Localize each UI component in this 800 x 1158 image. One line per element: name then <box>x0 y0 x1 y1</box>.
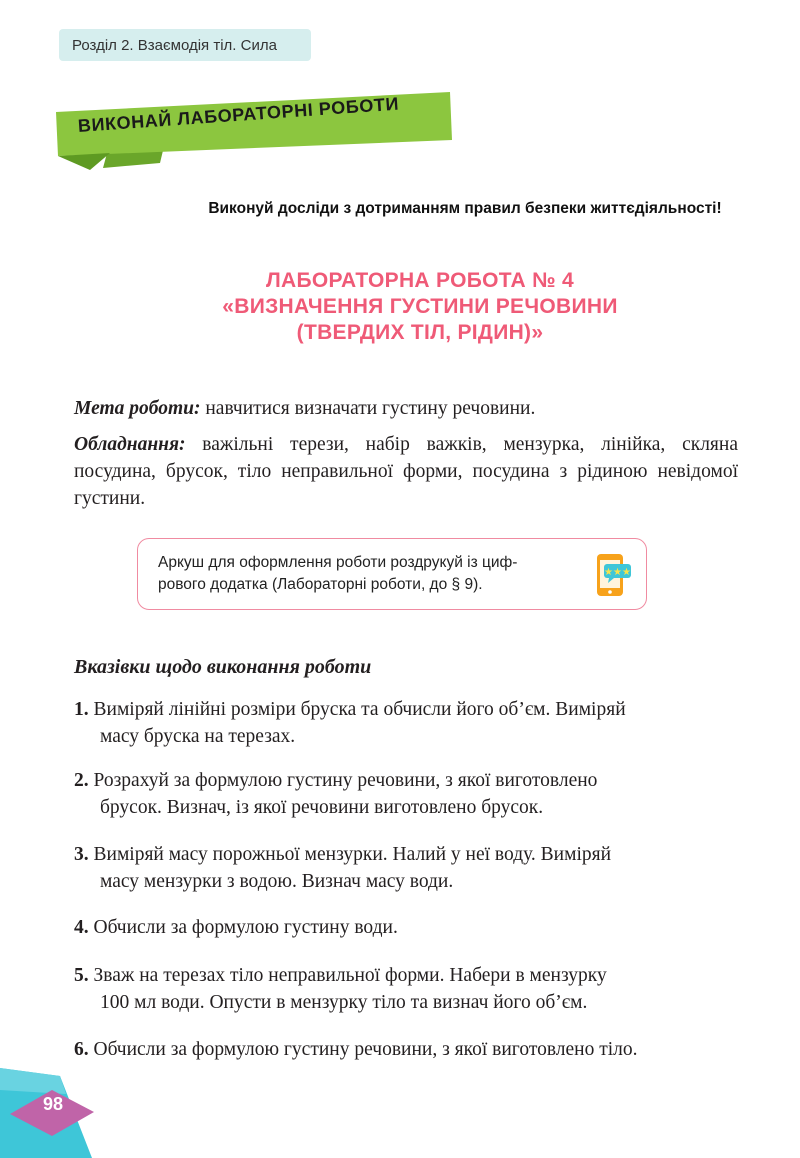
digital-supplement-note <box>137 538 647 610</box>
section-label: Розділ 2. Взаємодія тіл. Сила <box>59 29 311 61</box>
step-line: брусок. Визнач, із якої речовини виготовлено брусок. <box>100 797 544 818</box>
goal-paragraph <box>74 395 738 422</box>
step-line: масу бруска на терезах. <box>100 726 296 747</box>
goal-text: навчитися визначати густину речовини. <box>200 398 536 419</box>
instruction-step <box>74 696 742 750</box>
step-number: 3. <box>74 844 89 865</box>
step-text: Обчисли за формулою густину речовини, з якої виготовлено тіло. <box>88 1039 638 1060</box>
equipment-text: важільні терези, набір важків, мензурка, лінійка, скляна посудина, брусок, тіло неправильної форми, посудина з рідиною невідомої густини. <box>74 434 738 509</box>
instruction-step <box>74 914 742 941</box>
page-number: 98 <box>42 1094 64 1114</box>
note-line: Аркуш для оформлення роботи роздрукуй із циф- <box>158 554 518 571</box>
step-text: Обчисли за формулою густину води. <box>88 917 398 938</box>
safety-note: Виконуй досліди з дотриманням правил безпеки життєдіяльності! <box>208 200 722 217</box>
step-line <box>74 914 742 941</box>
step-number: 5. <box>74 965 89 986</box>
lab-title-line: «ВИЗНАЧЕННЯ ГУСТИНИ РЕЧОВИНИ <box>222 295 618 318</box>
instructions-heading: Вказівки щодо виконання роботи <box>74 656 372 678</box>
step-line <box>74 696 742 723</box>
instruction-step <box>74 962 742 1016</box>
step-line <box>74 1036 742 1063</box>
step-number: 2. <box>74 770 89 791</box>
step-line <box>74 841 742 868</box>
goal-label: Мета роботи: <box>74 398 201 419</box>
step-line <box>74 962 742 989</box>
instruction-step <box>74 1036 742 1063</box>
lab-title-line: (ТВЕРДИХ ТІЛ, РІДИН)» <box>296 321 544 344</box>
step-line <box>74 767 742 794</box>
step-number: 6. <box>74 1039 89 1060</box>
svg-text:★★★: ★★★ <box>604 567 631 578</box>
instruction-step <box>74 767 742 821</box>
smartphone-chat-icon <box>593 552 633 598</box>
equipment-label: Обладнання: <box>74 434 186 455</box>
step-text: Виміряй лінійні розміри бруска та обчисли його об’єм. Виміряй <box>88 699 626 720</box>
instruction-step <box>74 841 742 895</box>
banner-title: ВИКОНАЙ ЛАБОРАТОРНІ РОБОТИ <box>77 93 400 136</box>
step-line: масу мензурки з водою. Визнач масу води. <box>100 871 454 892</box>
note-text <box>158 552 578 596</box>
step-text: Виміряй масу порожньої мензурки. Налий у неї воду. Виміряй <box>88 844 612 865</box>
step-number: 4. <box>74 917 89 938</box>
lab-title <box>120 268 720 346</box>
step-text: Розрахуй за формулою густину речовини, з якої виготовлено <box>88 770 598 791</box>
note-line: рового додатка (Лабораторні роботи, до § 9). <box>158 576 483 593</box>
step-number: 1. <box>74 699 89 720</box>
lab-title-line: ЛАБОРАТОРНА РОБОТА № 4 <box>266 269 574 292</box>
lab-works-banner <box>48 90 468 180</box>
step-line: 100 мл води. Опусти в мензурку тіло та визнач його об’єм. <box>100 992 588 1013</box>
step-text: Зваж на терезах тіло неправильної форми. Набери в мензурку <box>88 965 607 986</box>
equipment-paragraph <box>74 431 738 512</box>
